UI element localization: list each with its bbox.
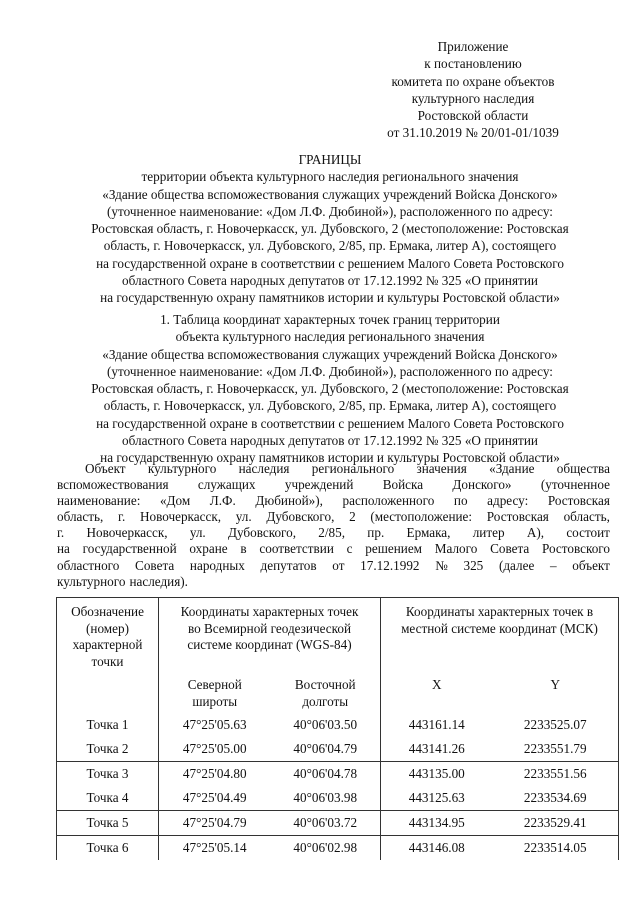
- section-line: на государственную охрану памятников истории и культуры Ростовской области»: [100, 450, 560, 466]
- paragraph-word: значения: [416, 461, 467, 476]
- point-name: Точка 3: [57, 762, 159, 787]
- paragraph-word: 325: [463, 557, 484, 573]
- paragraph-word: г.: [118, 509, 126, 525]
- paragraph-word: Новочеркасск,: [86, 525, 168, 541]
- paragraph-word: общества: [556, 461, 610, 476]
- paragraph-word: пр.: [367, 525, 385, 541]
- paragraph-word: охране: [189, 541, 228, 557]
- paragraph-word: 2/85,: [318, 525, 346, 541]
- point-name: Точка 6: [57, 836, 159, 861]
- point-x: 443146.08: [381, 836, 493, 861]
- paragraph-line: [57, 477, 610, 493]
- boundaries-line: Ростовская область, г. Новочеркасск, ул. Дубовского, 2 (местоположение: Ростовская: [91, 221, 569, 237]
- boundaries-line: область, г. Новочеркасск, ул. Дубовского, 2/85, пр. Ермака, литер А), состоящего: [103, 238, 557, 254]
- point-name: Точка 2: [57, 737, 159, 762]
- document-title: ГРАНИЦЫ: [298, 152, 362, 167]
- header-designation: Обозначение (номер) характерной точки: [57, 598, 159, 714]
- paragraph-word: (местоположение:: [370, 509, 473, 525]
- point-latitude: 47°25'05.14: [159, 836, 271, 861]
- paragraph-word: 2: [349, 509, 356, 525]
- paragraph-word: от: [332, 557, 345, 573]
- paragraph-word: Объект: [85, 461, 126, 476]
- paragraph-word: –: [550, 557, 557, 573]
- point-latitude: 47°25'05.00: [182, 741, 247, 756]
- point-x: 443135.00: [381, 762, 493, 787]
- header-x: X: [431, 677, 442, 692]
- table-row: [57, 811, 619, 836]
- section-1-heading: [40, 311, 620, 467]
- paragraph-word: Ермака,: [406, 525, 451, 541]
- table-row: [57, 836, 619, 861]
- paragraph-word: объект: [572, 557, 610, 573]
- point-y: 2233551.56: [493, 762, 619, 787]
- boundaries-line: на государственной охране в соответствии с решением Малого Совета Ростовского: [96, 255, 564, 271]
- point-longitude: 40°06'04.78: [271, 762, 381, 787]
- point-longitude: 40°06'03.98: [271, 786, 381, 811]
- paragraph-word: 17.12.1992: [360, 557, 420, 573]
- paragraph-word: Малого: [434, 541, 478, 557]
- paragraph-word: №: [435, 557, 448, 573]
- appendix-line: Приложение: [437, 39, 509, 54]
- point-name: Точка 4: [57, 786, 159, 811]
- paragraph-word: г.: [57, 525, 65, 541]
- appendix-line: комитета по охране объектов: [391, 73, 555, 89]
- paragraph-word: Ростовская: [547, 493, 610, 509]
- section-line: объекта культурного наследия регионального значения: [175, 329, 485, 345]
- paragraph-word: наследия: [238, 461, 290, 476]
- section-line: область, г. Новочеркасск, ул. Дубовского, 2/85, пр. Ермака, литер А), состоящего: [103, 398, 557, 414]
- paragraph-word: по: [453, 493, 468, 509]
- header-msk: Координаты характерных точек в местной системе координат (МСК): [401, 604, 598, 636]
- paragraph-word: «Дом: [159, 493, 191, 509]
- paragraph-word: ул.: [235, 509, 252, 525]
- header-north-latitude: Северной широты: [187, 677, 242, 709]
- section-line: областного Совета народных депутатов от 17.12.1992 № 325 «О принятии: [122, 433, 538, 449]
- point-latitude: 47°25'04.79: [159, 811, 271, 836]
- paragraph-line: [57, 493, 610, 509]
- paragraph-word: Ростовского: [542, 541, 610, 557]
- section-line: 1. Таблица координат характерных точек границ территории: [160, 312, 500, 327]
- paragraph-line: [57, 558, 610, 574]
- paragraph-word: Дюбиной»),: [255, 493, 323, 509]
- paragraph-word: служащих: [197, 477, 256, 493]
- paragraph-word: Войска: [382, 477, 424, 493]
- paragraph-word: «Здание: [489, 461, 535, 476]
- paragraph-word: Совета: [135, 557, 175, 573]
- paragraph-word: Дубовского,: [266, 509, 335, 525]
- paragraph-word: Л.Ф.: [209, 493, 236, 509]
- point-x: 443161.14: [408, 717, 465, 732]
- paragraph-word: решением: [365, 541, 423, 557]
- section-line: (уточненное наименование: «Дом Л.Ф. Дюбиной»), расположенного по адресу:: [107, 363, 553, 379]
- point-y: 2233514.05: [493, 836, 619, 861]
- coordinates-table: [56, 597, 619, 860]
- point-y: 2233534.69: [523, 790, 587, 805]
- boundaries-line: «Здание общества вспоможествования служащих учреждений Войска Донского»: [102, 186, 558, 202]
- paragraph-word: адресу:: [487, 493, 529, 509]
- point-name: Точка 5: [57, 811, 159, 836]
- paragraph-word: А),: [526, 525, 545, 541]
- point-longitude: 40°06'02.98: [271, 836, 381, 861]
- paragraph-line: [57, 541, 610, 557]
- object-description-paragraph: [57, 461, 610, 590]
- section-line: на государственной охране в соответствии с решением Малого Совета Ростовского: [96, 415, 564, 431]
- paragraph-word: вспоможествования: [57, 477, 169, 493]
- paragraph-word: культурного: [57, 573, 126, 589]
- paragraph-word: Совета: [490, 541, 530, 557]
- paragraph-word: область,: [563, 509, 610, 525]
- paragraph-word: Ростовская: [486, 509, 549, 525]
- paragraph-word: Дубовского,: [227, 525, 297, 541]
- point-y: 2233551.79: [523, 741, 587, 756]
- point-y: 2233529.41: [493, 811, 619, 836]
- point-latitude: 47°25'05.63: [182, 717, 247, 732]
- paragraph-word: на: [57, 541, 70, 557]
- appendix-line: Ростовской области: [417, 108, 529, 124]
- section-line: «Здание общества вспоможествования служащих учреждений Войска Донского»: [102, 346, 558, 362]
- paragraph-word: ул.: [189, 525, 206, 541]
- paragraph-word: (уточненное: [540, 477, 610, 493]
- paragraph-word: учреждений: [284, 477, 354, 493]
- boundaries-line: (уточненное наименование: «Дом Л.Ф. Дюбиной»), расположенного по адресу:: [107, 203, 553, 219]
- header-wgs84: Координаты характерных точек во Всемирной геодезической системе координат (WGS-84): [159, 598, 381, 673]
- table-row: [57, 713, 619, 737]
- paragraph-word: состоит: [566, 525, 610, 541]
- appendix-header: [358, 38, 588, 142]
- section-line: Ростовская область, г. Новочеркасск, ул. Дубовского, 2 (местоположение: Ростовская: [91, 381, 569, 397]
- paragraph-word: областного: [57, 557, 120, 573]
- paragraph-word: в: [240, 541, 247, 557]
- paragraph-word: культурного: [147, 461, 217, 476]
- table-row: [57, 786, 619, 811]
- appendix-line: к постановлению: [424, 56, 522, 72]
- boundaries-line: территории объекта культурного наследия регионального значения: [141, 169, 519, 185]
- paragraph-word: расположенного: [342, 493, 435, 509]
- point-latitude: 47°25'04.49: [182, 790, 247, 805]
- paragraph-word: Донского»: [452, 477, 512, 493]
- paragraph-word: наименование:: [57, 493, 141, 509]
- point-longitude: 40°06'04.79: [271, 737, 381, 762]
- boundaries-heading: [40, 151, 620, 307]
- point-longitude: 40°06'03.72: [271, 811, 381, 836]
- paragraph-word: соответствии: [259, 541, 334, 557]
- paragraph-line: [57, 574, 610, 590]
- point-longitude: 40°06'03.50: [271, 713, 381, 737]
- paragraph-word: государственной: [82, 541, 177, 557]
- point-x: 443125.63: [408, 790, 465, 805]
- point-latitude: 47°25'04.80: [159, 762, 271, 787]
- point-y: 2233525.07: [523, 717, 587, 732]
- point-name: Точка 1: [57, 713, 159, 737]
- appendix-line: от 31.10.2019 № 20/01-01/1039: [387, 125, 559, 141]
- point-x: 443134.95: [381, 811, 493, 836]
- paragraph-word: депутатов: [260, 557, 317, 573]
- point-x: 443141.26: [408, 741, 465, 756]
- table-row: [57, 737, 619, 762]
- paragraph-line: [57, 461, 610, 477]
- header-east-longitude: Восточной долготы: [271, 672, 381, 713]
- appendix-line: культурного наследия: [411, 90, 535, 106]
- boundaries-line: на государственную охрану памятников истории и культуры Ростовской области»: [100, 290, 560, 306]
- boundaries-line: областного Совета народных депутатов от 17.12.1992 № 325 «О принятии: [122, 273, 538, 289]
- paragraph-word: (далее: [498, 557, 535, 573]
- paragraph-word: Новочеркасск,: [139, 509, 222, 525]
- paragraph-line: [57, 525, 610, 541]
- paragraph-word: наследия).: [129, 573, 188, 589]
- paragraph-word: народных: [189, 557, 245, 573]
- table-row: [57, 762, 619, 787]
- paragraph-word: область,: [57, 509, 104, 525]
- paragraph-word: литер: [472, 525, 505, 541]
- paragraph-word: с: [346, 541, 353, 557]
- paragraph-line: [57, 509, 610, 525]
- paragraph-word: регионального: [311, 461, 395, 476]
- header-y: Y: [550, 677, 561, 692]
